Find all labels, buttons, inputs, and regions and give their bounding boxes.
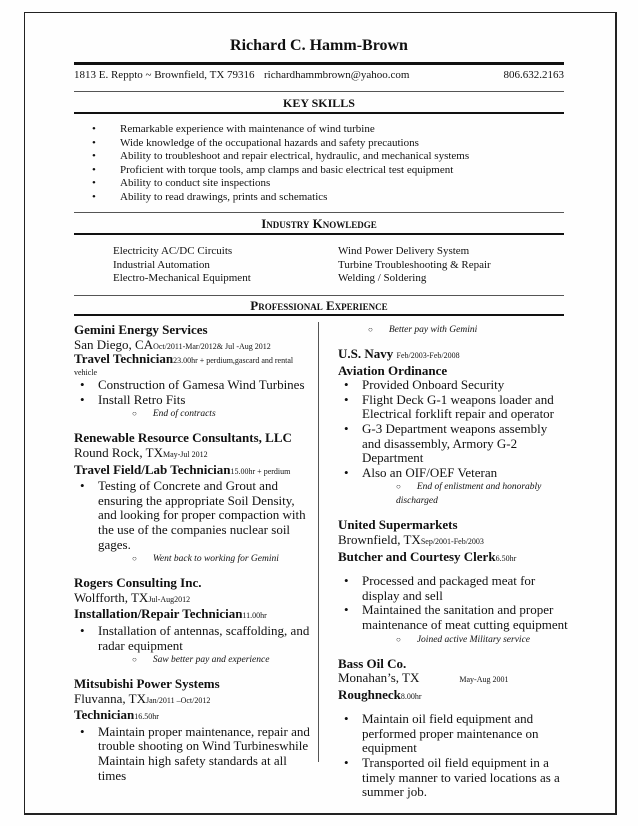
bullet-item: • G-3 Department weapons assembly and disassembly, Armory G-2 Department [338, 422, 568, 466]
company-line [74, 323, 310, 338]
job-note [74, 407, 310, 421]
job-note [74, 653, 310, 667]
title-line [74, 351, 310, 378]
industry-heading: Industry Knowledge [261, 216, 377, 231]
title-line [74, 607, 310, 624]
note-text: Joined active Military service [416, 634, 531, 645]
location-line [338, 671, 568, 688]
skill-item: • Ability to read drawings, prints and schematics [74, 191, 469, 205]
job-dates: Oct/2011-Mar/2012& Jul -Aug 2012 [153, 341, 271, 351]
location-line [338, 533, 568, 550]
company-name: Mitsubishi Power Systems [74, 676, 220, 692]
note-text: Went back to working for Gemini [152, 554, 279, 565]
job-location: San Diego, CA [74, 336, 154, 352]
company-line [338, 518, 568, 533]
bullet-item: • Install Retro Fits [74, 393, 310, 408]
bullet-item: • Maintain oil field equipment and performed proper maintenance on equipment [338, 712, 568, 756]
job-pay: 8.00hr [400, 691, 422, 701]
experience-left-column [74, 323, 310, 793]
company-name: Rogers Consulting Inc. [74, 575, 202, 591]
skill-item: • Proficient with torque tools, amp clamps and basic electrical test equipment [74, 164, 469, 178]
bullet-item: • Flight Deck G-1 weapons loader and Electrical forklift repair and operator [338, 393, 568, 422]
divider [74, 112, 564, 114]
job-dates: Feb/2003-Feb/2008 [396, 351, 460, 360]
job-entry [74, 431, 310, 566]
bullet-item: • Installation of antennas, scaffolding, and radar equipment [74, 624, 310, 653]
location-line [74, 591, 310, 608]
divider [74, 233, 564, 235]
job-entry [338, 657, 568, 800]
job-bullets [74, 624, 310, 653]
company-name: Renewable Resource Consultants, LLC [74, 430, 292, 446]
experience-right-column [338, 323, 568, 810]
job-location: Monahan’s, TX [338, 670, 420, 686]
industry-item: Electricity AC/DC Circuits [113, 245, 233, 257]
job-bullets [338, 378, 568, 480]
industry-list-right [338, 245, 491, 286]
company-name: U.S. Navy [338, 346, 394, 361]
job-pay: 6.50hr [495, 553, 517, 563]
title-line [338, 550, 568, 567]
title-line [338, 364, 568, 379]
skill-item: • Ability to troubleshoot and repair electrical, hydraulic, and mechanical systems [74, 150, 469, 164]
divider [74, 295, 564, 296]
key-skills-list [74, 123, 469, 204]
company-name: Gemini Energy Services [74, 322, 208, 337]
company-line [74, 576, 310, 591]
job-note [338, 480, 568, 508]
job-title: Butcher and Courtesy Clerk [338, 548, 496, 564]
circle-bullet-icon: ○ [132, 409, 137, 419]
company-line [338, 657, 568, 672]
phone: 806.632.2163 [503, 69, 564, 81]
job-title: Travel Technician [74, 351, 174, 367]
job-title: Roughneck [338, 686, 401, 702]
job-note: ○ Better pay with Gemini [368, 325, 478, 335]
job-bullets [338, 574, 568, 632]
bullet-item: • Provided Onboard Security [338, 378, 568, 393]
job-entry [74, 576, 310, 667]
job-location: Round Rock, TX [74, 444, 163, 460]
title-line [74, 463, 310, 480]
contact-line [74, 69, 564, 81]
job-bullets [74, 725, 310, 783]
job-pay: 23.00hr + perdium,gascard and rental vehicle [74, 356, 294, 378]
title-line [74, 708, 310, 725]
industry-item: Turbine Troubleshooting & Repair [338, 258, 491, 271]
job-location: Brownfield, TX [338, 531, 421, 547]
job-title: Technician [74, 707, 135, 723]
job-pay: 15.00hr + perdium [230, 466, 291, 476]
bullet-item: • Maintained the sanitation and proper maintenance of meat cutting equipment [338, 603, 568, 632]
job-entry [74, 677, 310, 783]
industry-item: Welding / Soldering [338, 272, 427, 284]
bullet-item: • Also an OIF/OEF Veteran [338, 466, 568, 481]
skill-item: • Wide knowledge of the occupational hazards and safety precautions [74, 137, 469, 151]
job-location: Fluvanna, TX [74, 690, 146, 706]
bullet-item: • Maintain proper maintenance, repair and trouble shooting on Wind Turbineswhile Maintain high safety standards at all times [74, 725, 310, 783]
job-bullets [74, 378, 310, 407]
note-text: End of contracts [152, 409, 216, 420]
job-title: Aviation Ordinance [338, 362, 448, 378]
industry-item: Industrial Automation [113, 258, 210, 271]
bullet-item: • Testing of Concrete and Grout and ensuring the appropriate Soil Density, and looking for proper compaction with the use of the companies nuclear soil gages. [74, 479, 310, 552]
job-title: Travel Field/Lab Technician [74, 461, 231, 477]
candidate-name: Richard C. Hamm-Brown [230, 37, 408, 54]
circle-bullet-icon: ○ [396, 634, 401, 644]
company-name: Bass Oil Co. [338, 655, 407, 671]
company-name: United Supermarkets [338, 517, 458, 533]
job-dates: May-Aug 2001 [459, 675, 509, 685]
job-dates: Jan/2011 –Oct/2012 [145, 695, 211, 705]
note-text: Saw better pay and experience [152, 655, 270, 666]
job-pay: 11.00hr [242, 611, 267, 621]
job-entry [338, 518, 568, 646]
company-line [74, 677, 310, 692]
bullet-item: • Processed and packaged meat for display and sell [338, 574, 568, 603]
bullet-item: • Construction of Gamesa Wind Turbines [74, 378, 310, 393]
title-line [338, 688, 568, 705]
job-note [74, 552, 310, 566]
circle-bullet-icon: ○ [132, 554, 137, 564]
industry-list-left [113, 245, 251, 286]
company-line [74, 431, 310, 446]
note-text: End of enlistment and honorably discharged [396, 482, 542, 507]
divider [74, 314, 564, 316]
industry-item: Wind Power Delivery System [338, 245, 470, 257]
circle-bullet-icon: ○ [396, 482, 401, 492]
divider [74, 62, 564, 65]
job-dates: Sep/2001-Feb/2003 [420, 536, 484, 546]
circle-bullet-icon: ○ [132, 655, 137, 665]
key-skills-heading: KEY SKILLS [283, 96, 355, 110]
job-entry [74, 323, 310, 421]
job-pay: 16.50hr [134, 712, 159, 722]
job-entry [338, 347, 568, 508]
company-line [338, 347, 568, 364]
job-title: Installation/Repair Technician [74, 606, 243, 622]
job-dates: Jul-Aug2012 [148, 594, 191, 604]
industry-item: Electro-Mechanical Equipment [113, 272, 251, 284]
location-line [74, 692, 310, 709]
divider [74, 212, 564, 213]
email: richardhammbrown@yahoo.com [264, 69, 410, 81]
divider [74, 91, 564, 92]
job-bullets [338, 712, 568, 800]
skill-item: • Remarkable experience with maintenance of wind turbine [74, 123, 469, 137]
bullet-item: • Transported oil field equipment in a timely manner to varied locations as a summer job. [338, 756, 568, 800]
column-divider [318, 322, 319, 762]
job-location: Wolfforth, TX [74, 589, 149, 605]
job-bullets [74, 479, 310, 552]
job-dates: May-Jul 2012 [162, 449, 208, 459]
job-note [338, 633, 568, 647]
address: 1813 E. Reppto ~ Brownfield, TX 79316 [74, 69, 255, 81]
experience-heading: Professional Experience [250, 298, 388, 313]
location-line [74, 446, 310, 463]
skill-item: • Ability to conduct site inspections [74, 177, 469, 191]
